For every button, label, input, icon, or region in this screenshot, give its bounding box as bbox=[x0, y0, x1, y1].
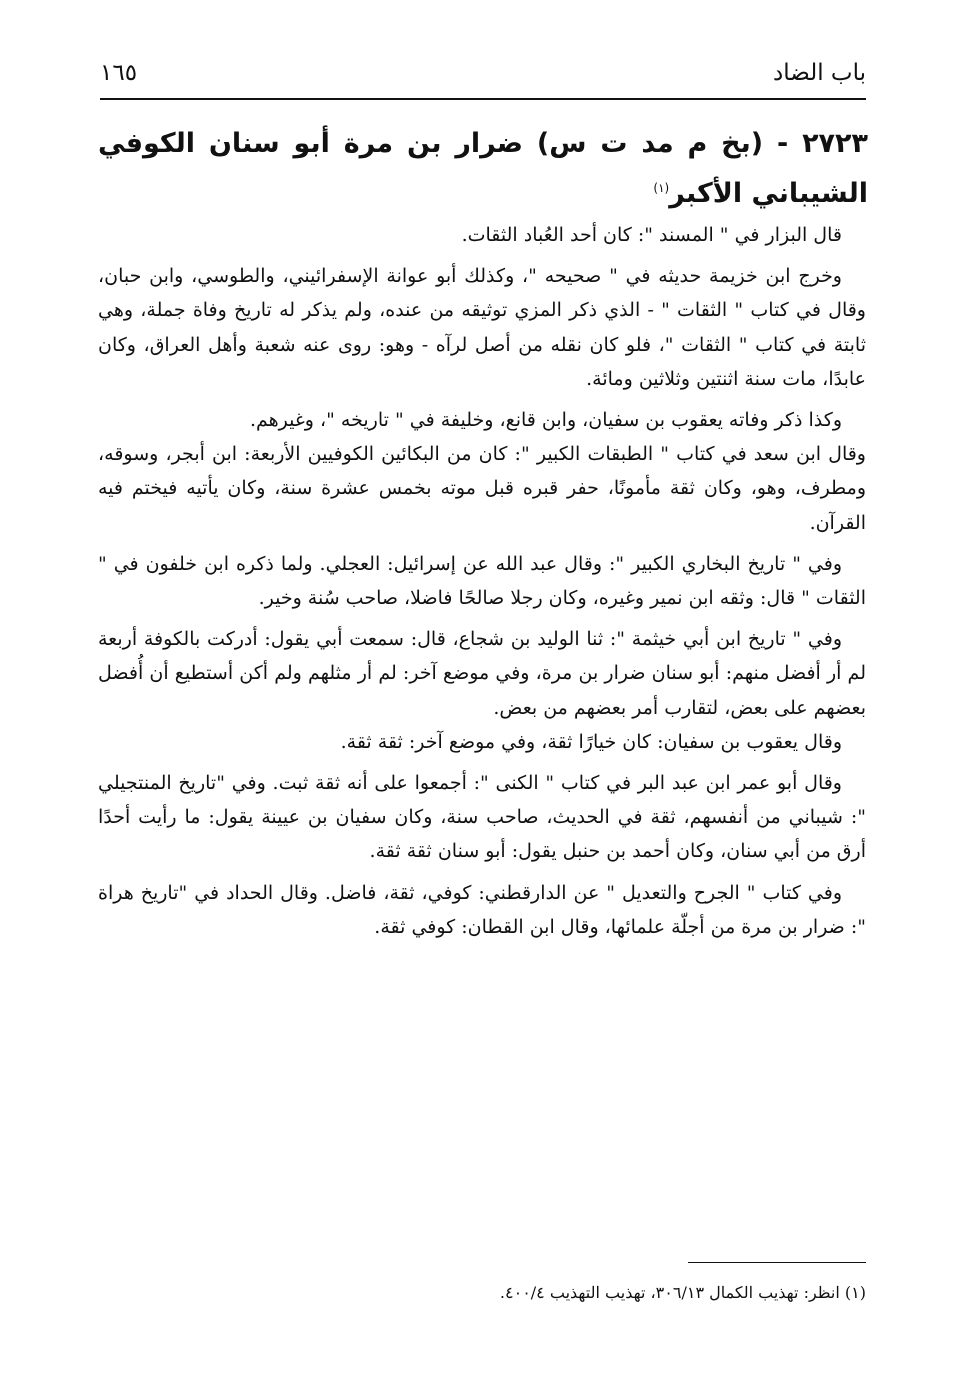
paragraph: وكذا ذكر وفاته يعقوب بن سفيان، وابن قانع، وخليفة في " تاريخه "، وغيرهم. bbox=[249, 409, 842, 432]
paragraph: قال البزار في " المسند ": كان أحد العُباد الثقات. bbox=[461, 224, 842, 246]
paragraph: وفي " تاريخ ابن أبي خيثمة ": ثنا الوليد بن شجاع، قال: سمعت أبي يقول: أدركت بالكوفة أربعة لم أر أفضل منهم: أبو سنان ضرار بن مرة، وفي موضع آخر: لم أر مثلهم ولم أكن أستطيع أن أُفضل بعضهم على بعض، لتقارب أمر بعضهم من بعض. bbox=[98, 628, 866, 719]
footnote: (١) انظر: تهذيب الكمال ٣٠٦/١٣، تهذيب التهذيب ٤٠٠/٤. bbox=[499, 1283, 866, 1302]
entry-heading bbox=[98, 122, 868, 216]
footnote-reference: (١) bbox=[653, 181, 670, 195]
paragraph: وقال ابن سعد في كتاب " الطبقات الكبير ": كان من البكائين الكوفيين الأربعة: ابن أبجر، وسوقه، ومطرف، وهو، وكان ثقة مأمونًا، حفر قبره قبل موته بخمس عشرة سنة، وكان يأتيه فيختم فيه القرآن. bbox=[98, 443, 866, 534]
paragraph: وقال يعقوب بن سفيان: كان خيارًا ثقة، وفي موضع آخر: ثقة ثقة. bbox=[340, 730, 842, 753]
entry-title-text: ٢٧٢٣ - (بخ م مد ت س) ضرار بن مرة أبو سنان الكوفي الشيباني الأكبر bbox=[98, 128, 868, 209]
chapter-title: باب الضاد bbox=[773, 60, 866, 86]
running-header bbox=[100, 58, 866, 100]
paragraph: وقال أبو عمر ابن عبد البر في كتاب " الكنى ": أجمعوا على أنه ثقة ثبت. وفي "تاريخ المنتجيلي ": شيباني من أنفسهم، ثقة في الحديث، صاحب سنة، وكان سفيان بن عيينة يقول: ما رأيت أحدًا أرق من أبي سنان، وكان أحمد بن حنبل يقول: أبو سنان ثقة ثقة. bbox=[98, 772, 866, 863]
footnote-divider bbox=[688, 1262, 866, 1263]
paragraph: وفي كتاب " الجرح والتعديل " عن الدارقطني: كوفي، ثقة، فاضل. وقال الحداد في "تاريخ هراة ": ضرار بن مرة من أجلّة علمائها، وقال ابن القطان: كوفي ثقة. bbox=[98, 881, 866, 938]
entry-body bbox=[98, 218, 866, 951]
paragraph: وخرج ابن خزيمة حديثه في " صحيحه "، وكذلك أبو عوانة الإسفرائيني، والطوسي، وابن حبان، وقال في كتاب " الثقات " - الذي ذكر المزي توثيقه من عنده، ولم يذكر له تاريخ وفاة جملة، وهي ثابتة في كتاب " الثقات "، فلو كان نقله من أصل لرآه - وهو: روى عنه شعبة وأهل العراق، وكان عابدًا، مات سنة اثنتين وثلاثين ومائة. bbox=[98, 265, 866, 390]
paragraph: وفي " تاريخ البخاري الكبير ": وقال عبد الله عن إسرائيل: العجلي. ولما ذكره ابن خلفون في " الثقات " قال: وثقه ابن نمير وغيره، وكان رجلا صالحًا فاضلا، صاحب سُنة وخير. bbox=[98, 552, 866, 610]
page-number: ١٦٥ bbox=[100, 60, 138, 86]
